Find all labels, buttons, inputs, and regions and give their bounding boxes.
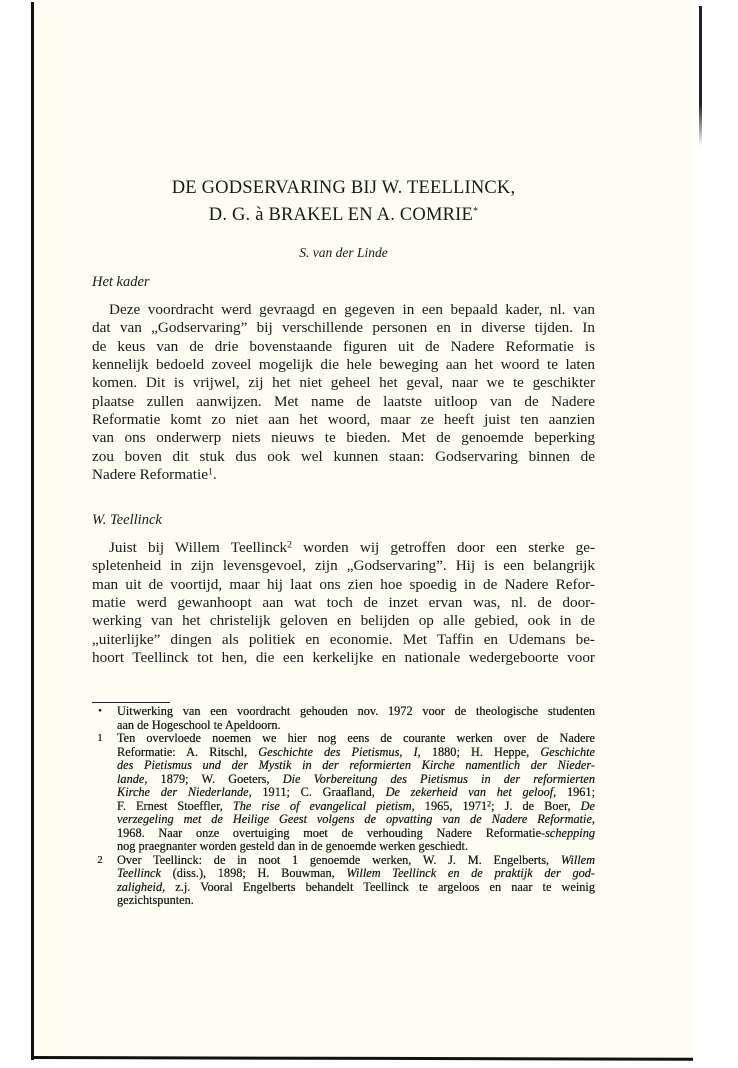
- text-run: Over Teellinck: de in noot 1 genoemde werken, W. J. M. Engelberts,: [117, 853, 561, 867]
- paragraph-line: [92, 374, 595, 392]
- article-title-line-2-text: D. G. à BRAKEL EN A. COMRIE: [208, 205, 474, 225]
- page-edge-bottom: [31, 1056, 693, 1061]
- paragraph-line: [92, 557, 595, 575]
- text-run: komen. Dit is vrijwel, zij het niet geheel het geval, naar we te geschikter: [92, 374, 595, 391]
- section-heading: W. Teellinck: [92, 512, 162, 528]
- text-run: Kirche der Niederlande,: [117, 785, 252, 799]
- text-run: nog praegnanter worden gesteld dan in de genoemde werken geschiedt.: [117, 839, 469, 853]
- text-run: aan de Hogeschool te Apeldoorn.: [117, 718, 281, 732]
- footnote-line: [117, 759, 595, 773]
- paragraph-line: [92, 466, 595, 484]
- section-heading: Het kader: [92, 274, 150, 290]
- text-run: 1965, 1971: [414, 799, 488, 813]
- text-run: schepping: [545, 826, 595, 840]
- paragraph-line: [92, 411, 595, 429]
- text-run: man uit de voortijd, maar hij laat ons zien hoe spoedig in de Nadere Refor-: [92, 576, 595, 593]
- paragraph-line: [92, 576, 595, 594]
- paragraph-line: [92, 594, 595, 612]
- paragraph-line: [92, 448, 595, 466]
- paragraph-line: [92, 301, 595, 319]
- text-run: dat van „Godservaring” bij verschillende personen en in diverse tijden. In: [92, 319, 595, 336]
- paragraph-line: [92, 429, 595, 447]
- footnote-reference: 2: [287, 539, 292, 551]
- text-run: z.j. Vooral Engelberts behandelt Teellinck te argeloos en naar te weinig: [165, 880, 595, 894]
- text-run: van ons onderwerp niets nieuws te bieden. Met de genoemde beperking: [92, 429, 595, 446]
- text-run: spletenheid in zijn levensgevoel, zijn „Godservaring”. Hij is een belangrijk: [92, 557, 595, 574]
- text-run: plaatse zullen aanwijzen. Met name de laatste uitloop van de Nadere: [92, 393, 595, 410]
- text-run: 1911; C. Graafland,: [251, 785, 386, 799]
- paragraph-line: [92, 539, 595, 557]
- page-edge-right: [699, 6, 702, 146]
- text-run: kennelijk bedoeld zoveel mogelijk die hele beweging aan het woord te laten: [92, 356, 595, 373]
- footnote-line: [117, 867, 595, 881]
- text-run: 1961;: [556, 785, 595, 799]
- text-run: De: [580, 799, 596, 813]
- article-title-line-2: [92, 201, 595, 226]
- footnote-line: [117, 705, 595, 719]
- footnote-marker: •: [98, 705, 102, 717]
- text-run: Willem Teellinck en de praktijk der god-: [346, 866, 595, 880]
- footnote-marker: 2: [97, 854, 103, 866]
- footnote-line: [117, 894, 595, 908]
- text-run: Reformatie: A. Ritschl,: [117, 745, 259, 759]
- footnote-marker: 1: [97, 732, 103, 744]
- paragraph-line: [92, 338, 595, 356]
- text-run: Juist bij Willem Teellinck: [109, 539, 288, 556]
- text-run: ; J. de Boer,: [491, 799, 581, 813]
- text-run: Geschichte des Pietismus, I,: [258, 745, 421, 759]
- author-name: S. van der Linde: [299, 245, 388, 260]
- text-run: Die Vorbereitung des Pietismus in der reformierten: [282, 772, 595, 786]
- paragraph-line: [92, 319, 595, 337]
- text-run: 1880; H. Heppe,: [420, 745, 541, 759]
- text-run: .: [212, 466, 217, 483]
- text-run: gezichtspunten.: [117, 893, 194, 907]
- paragraph-line: [92, 631, 595, 649]
- text-run: zou boven dit stuk dus ook wel kunnen staan: Godservaring binnen de: [92, 448, 595, 465]
- text-run: Reformatie komt zo niet aan het woord, maar ze heeft juist ten aanzien: [92, 411, 595, 428]
- page-edge-left: [31, 2, 34, 1060]
- text-run: (diss.), 1898; H. Bouwman,: [160, 866, 347, 880]
- text-run: des Pietismus und der Mystik in der reformierten Kirche namentlich der Nieder-: [117, 758, 595, 772]
- paragraph-line: [92, 612, 595, 630]
- text-run: verzegeling met de Heilige Geest volgens de opvatting van de Nadere Reformatie,: [117, 812, 595, 826]
- text-run: worden wij getroffen door een sterke ge-: [291, 539, 596, 556]
- footnote-line: [117, 813, 595, 827]
- text-run: de keus van de drie bovenstaande figuren uit de Nadere Reformatie is: [92, 338, 595, 355]
- text-run: De zekerheid van het geloof,: [385, 785, 557, 799]
- title-footnote-mark: *: [473, 206, 479, 217]
- paragraph-line: [92, 393, 595, 411]
- text-run: Geschichte: [540, 745, 595, 759]
- text-run: Nadere Reformatie: [92, 466, 208, 483]
- text-run: „uiterlijke” dingen als politiek en economie. Met Taffin en Udemans be-: [92, 631, 595, 648]
- text-run: hoort Teellinck tot hen, die een kerkelijke en nationale wedergeboorte voor: [92, 649, 595, 666]
- text-run: Teellinck: [117, 866, 161, 880]
- paragraph-line: [92, 649, 595, 667]
- footnote-line: [117, 732, 595, 746]
- footnote-reference: 1: [207, 466, 213, 478]
- text-run: Ten overvloede noemen we hier nog eens de courante werken over de Nadere: [117, 731, 595, 745]
- text-run: werking van het christelijk geloven en belijden op alle gebied, ook in de: [92, 612, 595, 629]
- footnote-line: [117, 786, 595, 800]
- text-run: zaligheid,: [117, 880, 166, 894]
- text-run: Deze voordracht werd gevraagd en gegeven in een bepaald kader, nl. van: [109, 301, 595, 318]
- text-run: matie werd gewanhoopt aan wat toch de inzet ervan was, nl. de door-: [92, 594, 595, 611]
- text-run: Willem: [560, 853, 595, 867]
- article-title-line-1: DE GODSERVARING BIJ W. TEELLINCK,: [171, 178, 516, 198]
- text-run: The rise of evangelical pietism,: [232, 799, 415, 813]
- text-run: F. Ernest Stoeffler,: [117, 799, 233, 813]
- text-run: 1879; W. Goeters,: [147, 772, 283, 786]
- text-run: Uitwerking van een voordracht gehouden nov. 1972 voor de theologische studenten: [117, 704, 595, 718]
- footnote-line: [117, 840, 595, 854]
- footnote-reference: 2: [487, 799, 492, 809]
- paragraph-line: [92, 356, 595, 374]
- text-run: 1968. Naar onze overtuiging moet de verhouding Nadere Reformatie-: [117, 826, 546, 840]
- text-run: lande,: [117, 772, 148, 786]
